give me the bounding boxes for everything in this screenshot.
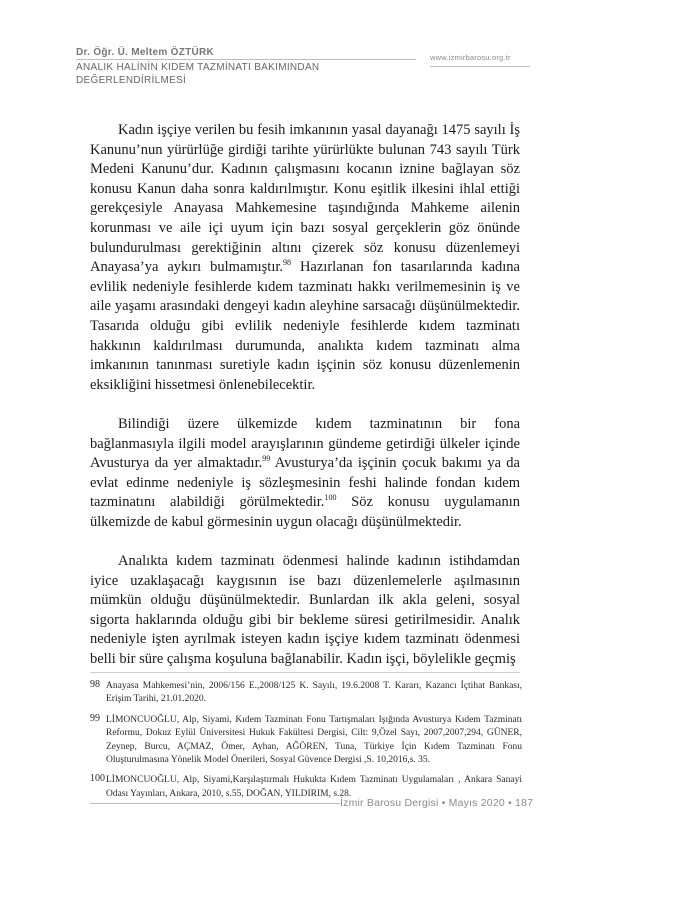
running-header-title: ANALIK HALİNİN KIDEM TAZMİNATI BAKIMINDAN DEĞERLENDİRİLMESİ <box>76 62 320 86</box>
paragraph-2-text-b: Avusturya’da işçinin çocuk bakımı ya da evlat edinme nedeniyle iş sözleşmesinin feshi halinde fondan kıdem tazminatını alabildiği görülmektedir. <box>90 455 520 511</box>
footnotes <box>90 680 522 808</box>
paragraph-1-text-b: Hazırlanan fon tasarılarında kadına evlilik nedeniyle fesihlerde kıdem tazminatı hakkı verilmemesinin iş ve aile yaşamı arasındaki dengeyi kadın aleyhine sarsacağı düşünülmektedir. Tasarıda olduğu gibi evlilik nedeniyle fesihlerde kıdem tazminatı hakkının kaldırılması durumunda, analıkta kıdem tazminatı alma imkanının tanınması suretiyle kadın işçinin söz konusu düzenlemenin eksikliğini hissetmesi önlenebilecektir. <box>90 259 520 393</box>
main-body <box>90 121 520 689</box>
running-header-author: Dr. Öğr. Ü. Meltem ÖZTÜRK <box>76 47 215 58</box>
footnote-number: 99 <box>90 712 100 724</box>
footnote-number: 100 <box>90 773 105 785</box>
footnote-ref-98: 98 <box>283 258 292 268</box>
footnote-text: LİMONCUOĞLU, Alp, Siyami,Karşılaştırmalı Hukukta Kıdem Tazminatı Uygulamaları , Ankara Sanayi Odası Yayınları, Ankara, 2010, s.55, DOĞAN, YILDIRIM, s.28. <box>106 775 522 799</box>
footnote-rule <box>90 672 520 673</box>
footnote-text: Anayasa Mahkemesi’nin, 2006/156 E.,2008/125 K. Sayılı, 19.6.2008 T. Kararı, Kazancı İçtihat Bankası, Erişim Tarihi, 21.01.2020. <box>106 681 522 705</box>
footnote-ref-100: 100 <box>324 493 337 503</box>
paragraph-2-text-a: Bilindiği üzere ülkemizde kıdem tazminatının bir fona bağlanmasıyla ilgili model arayışlarının gündeme getirdiği ülkeler içinde Avusturya da yer almaktadır. <box>90 415 520 472</box>
footnote-number: 98 <box>90 679 100 690</box>
paragraph-3: Analıkta kıdem tazminatı ödenmesi halinde kadının istihdamdan iyice uzaklaşacağı kaygısının ise bazı düzenlemelerle aşılmasının mümkün olduğu düşünülmektedir. Bunlardan ilk akla geleni, sosyal sigorta haklarında olduğu gibi bir bekleme süresi getirilmesidir. Analık nedeniyle işten ayrılmak isteyen kadın işçiye kıdem tazminatı ödenmesi belli bir süre çalışma koşuluna bağlanabilir. Kadın işçi, böylelikle geçmiş <box>90 553 520 668</box>
footnote-98 <box>90 680 522 707</box>
footnote-ref-99: 99 <box>262 454 271 464</box>
page-footer: İzmir Barosu Dergisi • Mayıs 2020 • 187 <box>340 797 534 809</box>
footnote-99 <box>90 714 522 768</box>
footer-rule <box>90 803 340 804</box>
header-rule <box>76 59 416 60</box>
paragraph-2 <box>90 415 520 533</box>
paragraph-1-text-a: Kadın işçiye verilen bu fesih imkanının yasal dayanağı 1475 sayılı İş Kanunu’nun yürürlüğe girdiği tarihte yürürlükte bulunan 743 sayılı Türk Medeni Kanunu’dur. Kadının çalışmasını kocanın iznine bağlayan söz konusu Kanun daha sonra kaldırılmıştır. Konu eşitlik ilkesini ihlal ettiği gerekçesiyle Anayasa Mahkemesine taşındığında Mahkeme ailenin korunması ve aile içi uyum için bazı sosyal gerçeklerin göz önünde bulundurulması gerektiğinin altını çizerek söz konusu düzenlemeyi Anayasa’ya aykırı bulmamıştır. <box>90 122 520 276</box>
paragraph-1 <box>90 121 520 395</box>
footnote-text: LİMONCUOĞLU, Alp, Siyami, Kıdem Tazminatı Fonu Tartışmaları Işığında Avusturya Kıdem Tazminatı Reformu, Dokuz Eylül Üniversitesi Hukuk Fakültesi Dergisi, Cilt: 9,Özel Sayı, 2007,2007,294, GÜNER, Zeynep, Burcu, AÇMAZ, Ömer, Ayhan, AĞÖREN, Tuna, Türkiye İçin Kıdem Tazminatı Fonu Oluşturulmasına Yönelik Model Önerileri, Sosyal Güvence Dergisi ,S. 10,2016,s. 35. <box>106 714 522 766</box>
header-url: www.izmirbarosu.org.tr <box>430 53 511 62</box>
header-url-rule <box>430 66 530 67</box>
paragraph-2-text-c: Söz konusu uygulamanın ülkemizde de kabul görmesinin uygun olacağı düşünülmektedir. <box>90 494 520 530</box>
